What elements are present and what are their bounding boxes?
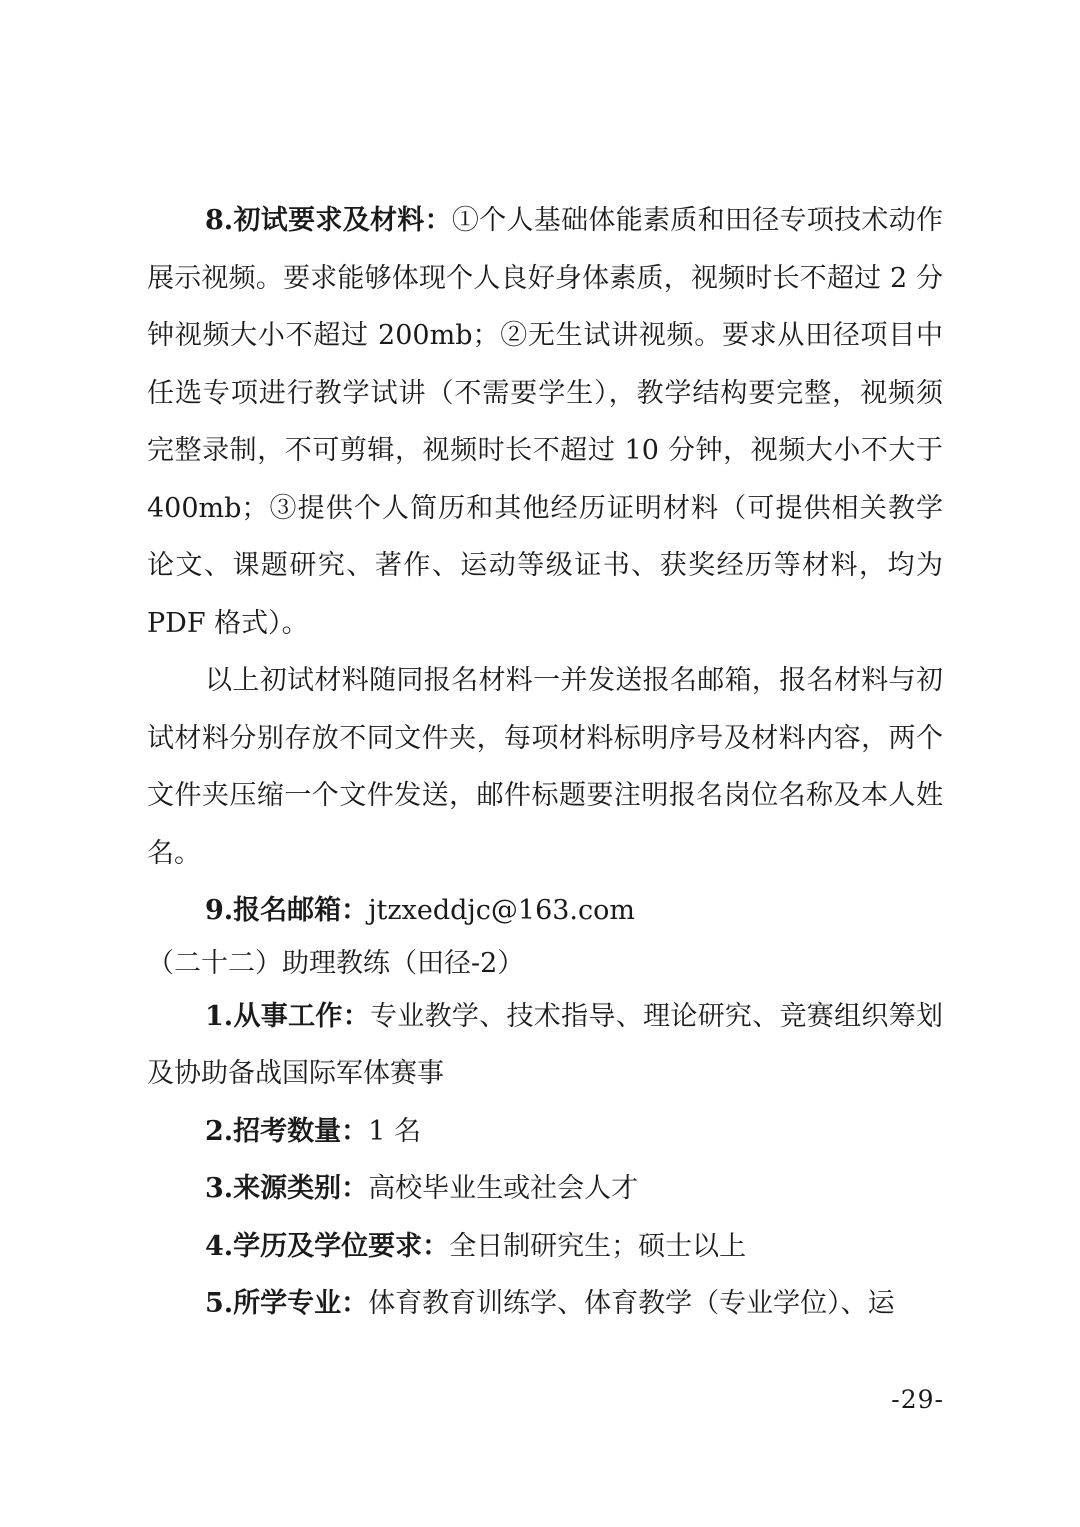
item-label: 4.学历及学位要求： <box>205 1230 450 1262</box>
item-text: ①个人基础体能素质和田径专项技术动作展示视频。要求能够体现个人良好身体素质，视频时长不超过 2 分钟视频大小不超过 200mb；②无生试讲视频。要求从田径项目中任选专项进行教学试讲（不需要学生），教学结构要完整，视频须完整录制，不可剪辑，视频时长不超过 10 分钟，视频大小不大于 400mb；③提供个人简历和其他经历证明材料（可提供相关教学论文、课题研究、著作、运动等级证书、获奖经历等材料，均为 PDF 格式）。 <box>147 205 943 639</box>
item-text: 高校毕业生或社会人才 <box>368 1173 639 1204</box>
page-content <box>147 192 943 1333</box>
item-education-requirement <box>147 1218 943 1276</box>
item-label: 5.所学专业： <box>205 1288 369 1319</box>
paragraph-initial-exam-requirements <box>147 192 943 652</box>
section-heading: （二十二）助理教练（田径-2） <box>147 947 525 979</box>
item-text: 体育教育训练学、体育教学（专业学位）、运 <box>368 1288 895 1319</box>
item-label: 9.报名邮箱： <box>205 895 369 926</box>
paragraph-submission-instructions <box>147 652 943 882</box>
email-address: jtzxeddjc@163.com <box>368 895 635 926</box>
item-label: 2.招考数量： <box>205 1115 369 1147</box>
item-text: 专业教学、技术指导、理论研究、竞赛组织筹划及协助备战国际军体赛事 <box>147 1000 944 1089</box>
item-label: 3.来源类别： <box>205 1173 369 1204</box>
page-number: -29- <box>891 1385 944 1414</box>
item-label: 8.初试要求及材料： <box>205 205 452 236</box>
item-text: 全日制研究生；硕士以上 <box>449 1230 747 1262</box>
item-source-category <box>147 1160 943 1218</box>
item-text: 1 名 <box>368 1115 421 1147</box>
item-text: 以上初试材料随同报名材料一并发送报名邮箱，报名材料与初试材料分别存放不同文件夹，每项材料标明序号及材料内容，两个文件夹压缩一个文件发送，邮件标题要注明报名岗位名称及本人姓名。 <box>147 665 943 869</box>
paragraph-registration-email <box>147 882 943 940</box>
item-major <box>147 1275 943 1333</box>
item-recruitment-count <box>147 1103 943 1161</box>
item-label: 1.从事工作： <box>205 1000 370 1032</box>
item-job-duties <box>147 988 943 1103</box>
